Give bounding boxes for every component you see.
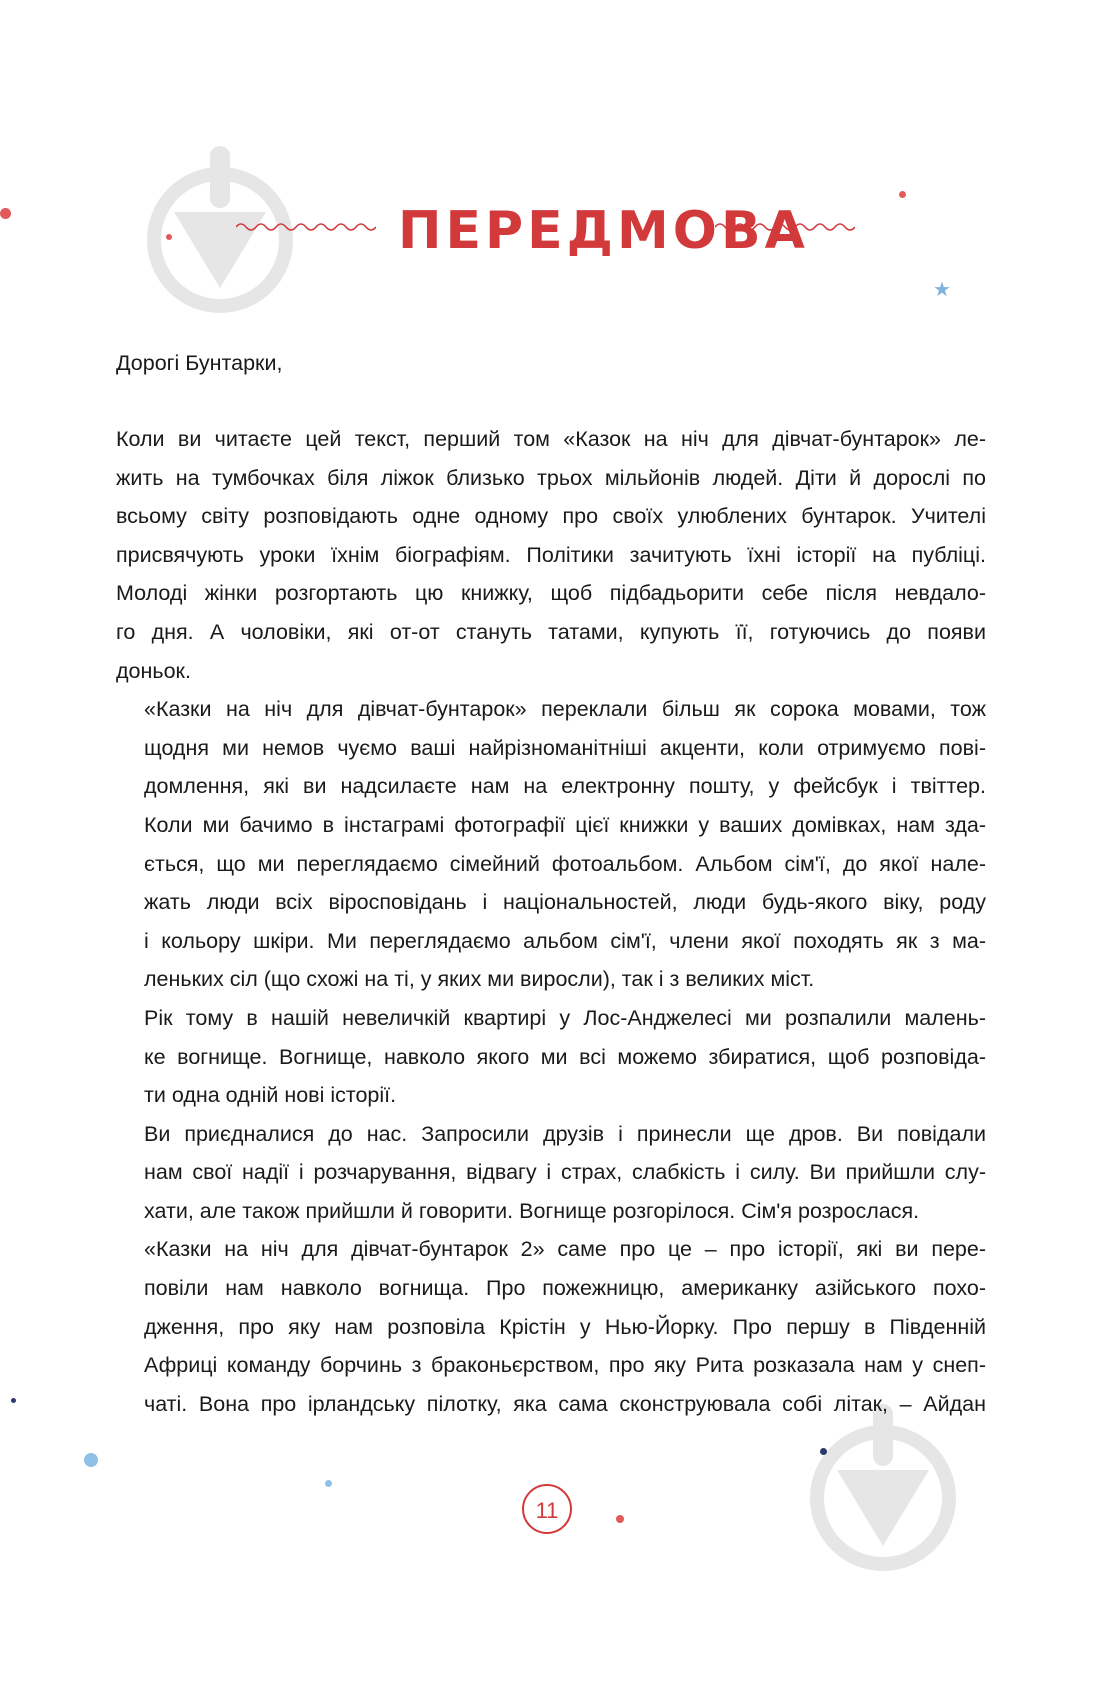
paragraph [116,1115,986,1231]
page-title: ПЕРЕДМОВА [398,201,809,261]
paragraph [116,690,986,999]
text-line: Коли ви читаєте цей текст, перший том «Казок на ніч для дівчат-бунтарок» ле- [116,427,986,451]
greeting: Дорогі Бунтарки, [116,351,283,375]
text-line: щодня ми немов чуємо ваші найрізноманітніші акценти, коли отримуємо пові- [144,735,986,760]
text-line-last: ти одна одній нові історії. [144,1083,397,1108]
text-line: «Казки на ніч для дівчат-бунтарок 2» саме про це – про історії, які ви пере- [144,1237,986,1262]
page-number: 11 [522,1484,572,1534]
text-line: го дня. А чоловіки, які от-от стануть татами, купують її, готуючись до появи [116,619,986,644]
text-line: ке вогнище. Вогнище, навколо якого ми всі можемо збиратися, щоб розповіда- [144,1044,986,1069]
text-line-last: доньок. [116,658,191,683]
text-line: Молоді жінки розгортають цю книжку, щоб підбадьорити себе після невдало- [116,581,986,606]
star-icon: ★ [933,279,951,301]
text-line: чаті. Вона про ірландську пілотку, яка сама сконструювала собі літак, – Айдан [144,1391,986,1416]
text-line: ється, що ми переглядаємо сімейний фотоальбом. Альбом сім'ї, до якої нале- [144,851,986,876]
text-line: всьому світу розповідають одне одному про своїх улюблених бунтарок. Учителі [116,504,986,529]
download-arrow-icon [803,1398,963,1578]
text-line-last: леньких сіл (що схожі на ті, у яких ми виросли), так і з великих міст. [144,967,815,992]
decor-dot [616,1515,624,1523]
title-row [0,196,1100,266]
squiggle-left [236,220,376,234]
body-text [116,420,986,1423]
text-line: домлення, які ви надсилаєте нам на електронну пошту, у фейсбук і твіттер. [144,774,986,799]
text-line: Ви приєдналися до нас. Запросили друзів і принесли ще дров. Ви повідали [144,1121,986,1146]
decor-dot [84,1453,98,1467]
text-line: жать люди всіх віросповідань і національностей, люди будь-якого віку, роду [144,890,986,915]
paragraph [116,1230,986,1423]
text-line: Африці команду борчинь з браконьєрством, про яку Рита розказала нам у снеп- [144,1353,986,1378]
text-line: нам свої надії і розчарування, відвагу і страх, слабкість і силу. Ви прийшли слу- [144,1160,986,1185]
text-line: присвячують уроки їхнім біографіям. Політики зачитують їхні історії на публіці. [116,542,986,567]
text-line: жить на тумбочках біля ліжок близько трьох мільйонів людей. Діти й дорослі по [116,465,986,490]
text-line: Коли ми бачимо в інстаграмі фотографії цієї книжки у ваших домівках, нам зда- [144,812,986,837]
decor-dot [11,1398,16,1403]
paragraph [116,999,986,1115]
text-line: Рік тому в нашій невеличкій квартирі у Лос-Анджелесі ми розпалили малень- [144,1005,986,1030]
text-line-last: хати, але також прийшли й говорити. Вогнище розгорілося. Сім'я розрослася. [144,1198,920,1223]
text-line: повіли нам навколо вогнища. Про пожежницю, американку азійського похо- [144,1276,986,1301]
text-line: дження, про яку нам розповіла Крістін у Нью-Йорку. Про першу в Південній [144,1314,986,1339]
paragraph [116,420,986,690]
squiggle-right [715,220,855,234]
decor-dot [820,1448,827,1455]
text-line: і кольору шкіри. Ми переглядаємо альбом сім'ї, члени якої походять як з ма- [144,928,986,953]
text-line: «Казки на ніч для дівчат-бунтарок» переклали більш як сорока мовами, тож [144,697,986,722]
decor-dot [325,1480,332,1487]
